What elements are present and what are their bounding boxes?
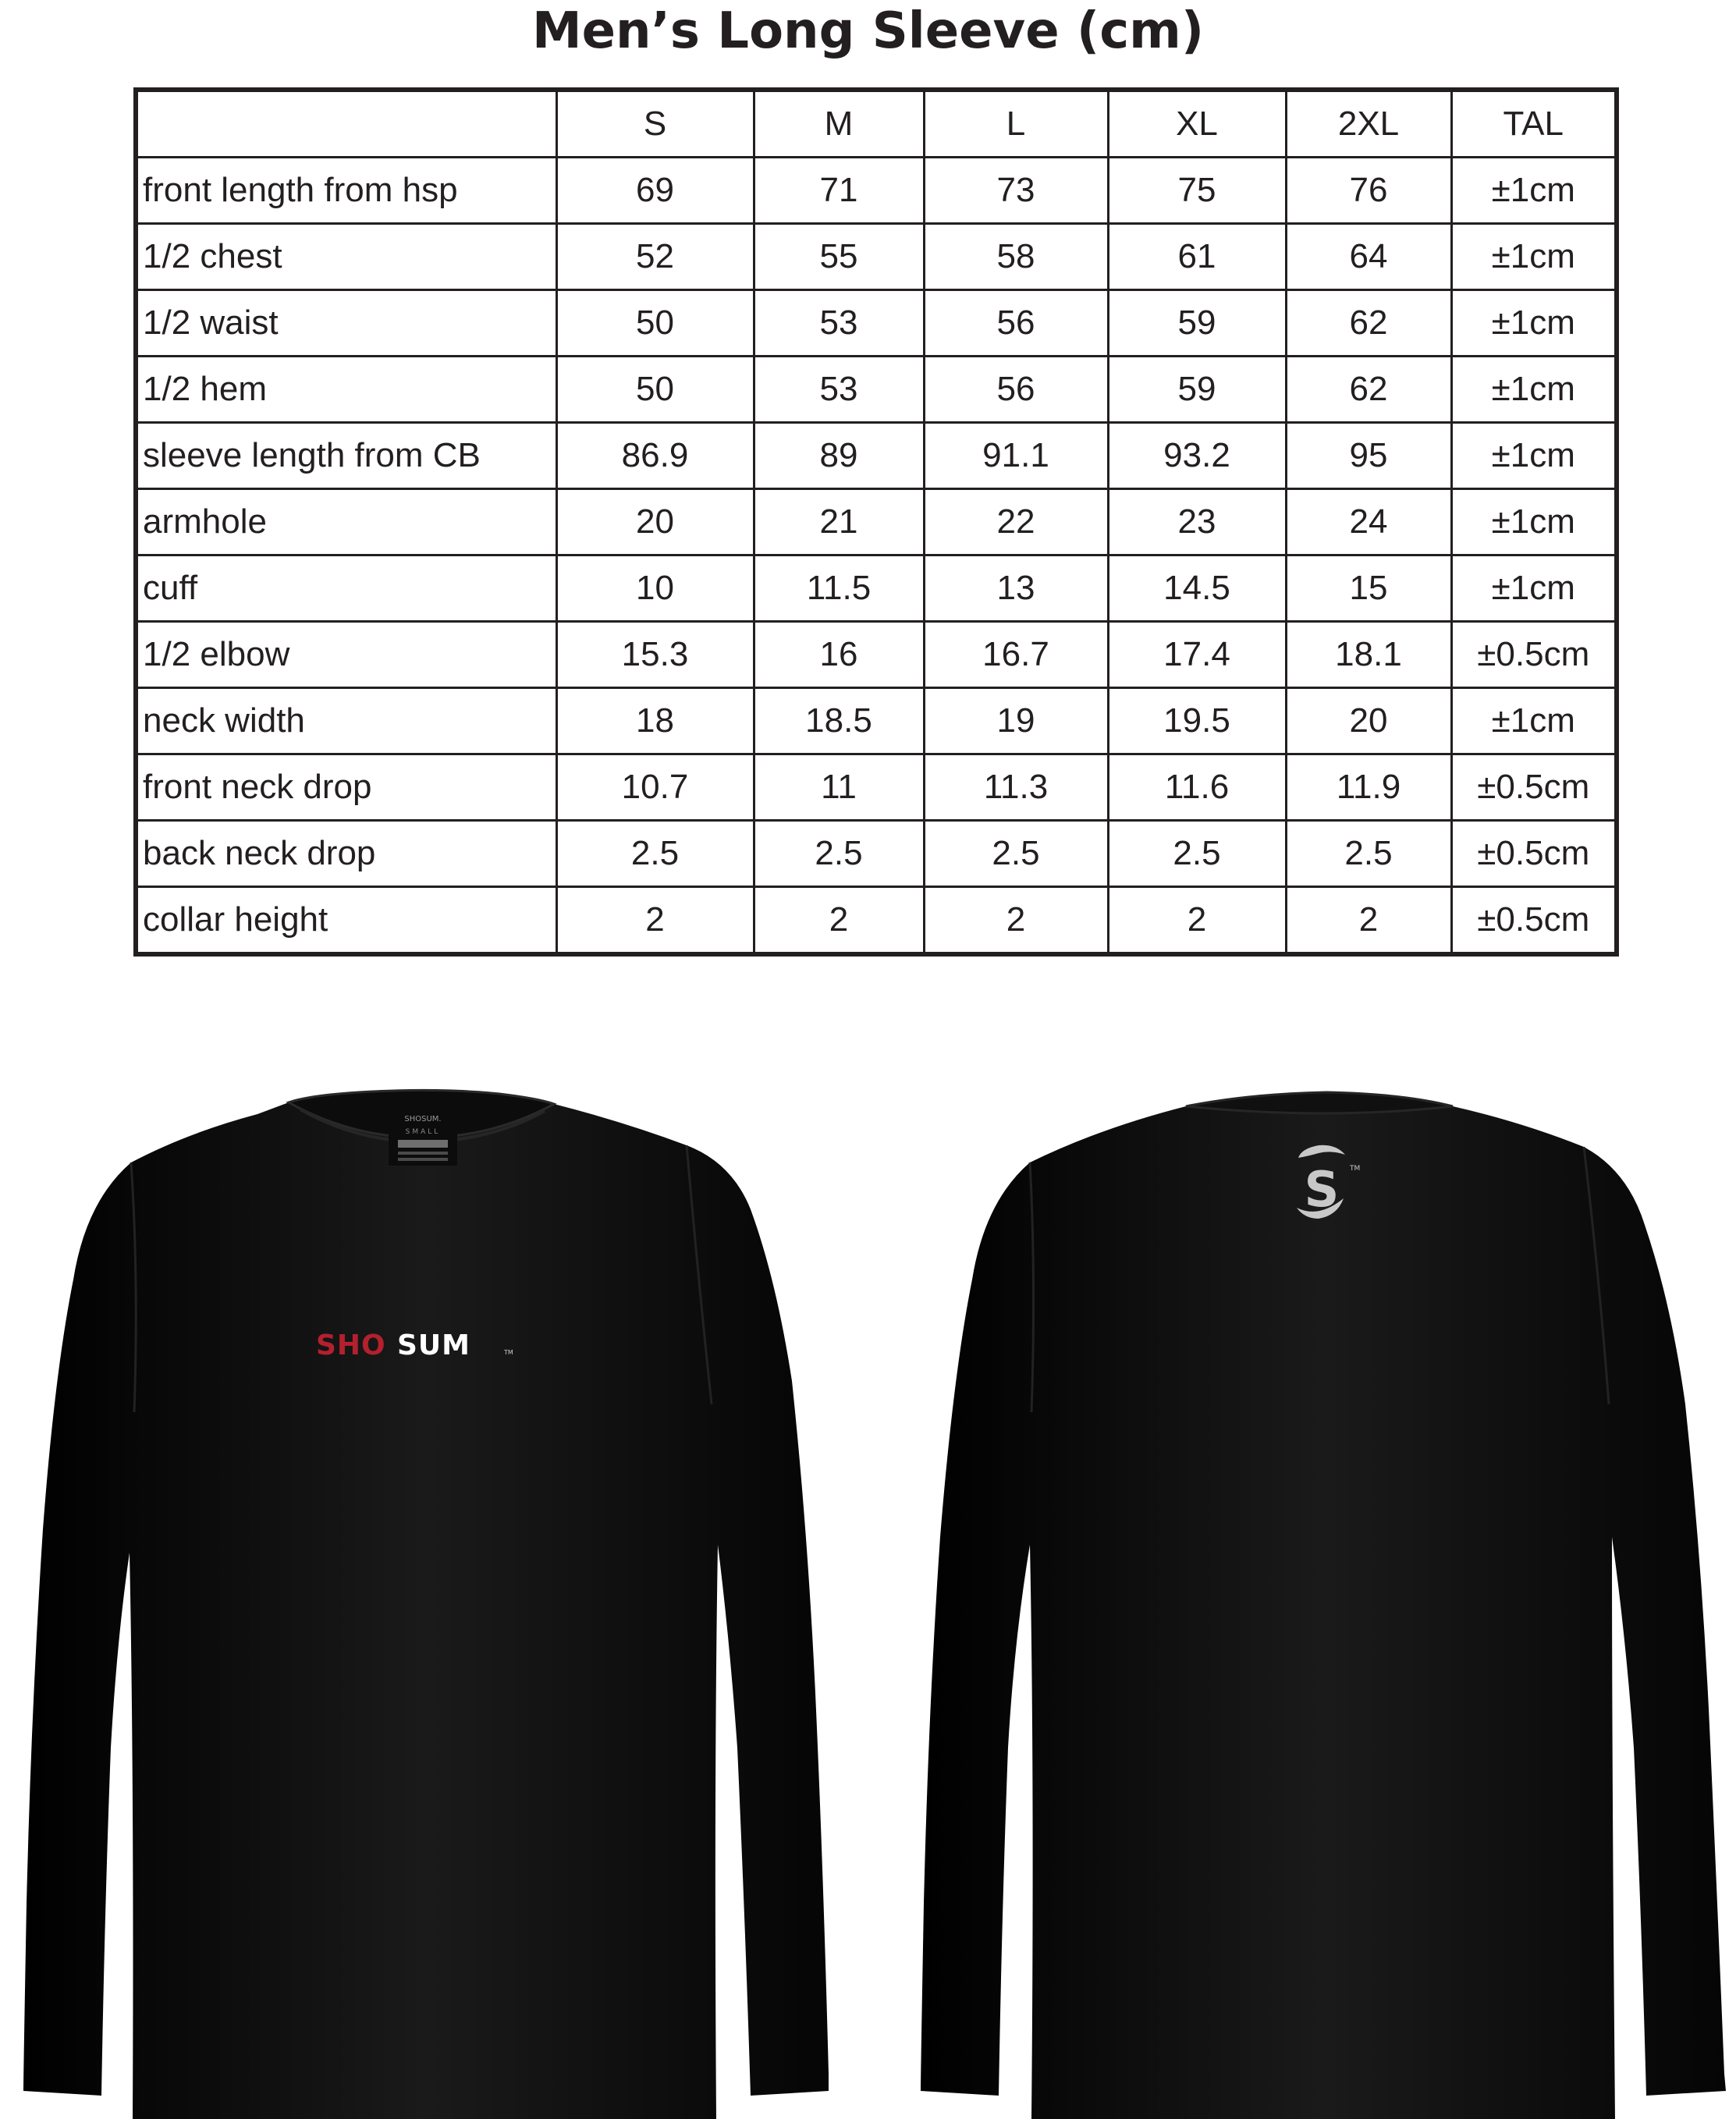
table-row [136,357,1617,423]
size-chart-table [133,87,1619,957]
cell-m: 53 [754,290,924,357]
cell-l: 58 [924,224,1108,290]
table-row [136,423,1617,489]
cell-xl: 75 [1108,158,1286,224]
header-cell-empty [136,90,556,158]
cell-xl: 17.4 [1108,622,1286,688]
back-emblem-trademark: TM [1350,1165,1361,1173]
shirt-photos-svg [0,1045,1736,2119]
cell-l: 2 [924,887,1108,955]
header-cell-s: S [556,90,754,158]
cell-xl: 61 [1108,224,1286,290]
cell-m: 55 [754,224,924,290]
cell-l: 13 [924,555,1108,622]
cell-2xl: 95 [1286,423,1451,489]
cell-2xl: 64 [1286,224,1451,290]
cell-s: 52 [556,224,754,290]
cell-tal: ±1cm [1451,489,1617,555]
table-row [136,555,1617,622]
cell-m: 18.5 [754,688,924,754]
front-logo-trademark: TM [504,1349,513,1356]
shirt-back [921,1092,1726,2119]
cell-2xl: 76 [1286,158,1451,224]
back-emblem-letter: S [1304,1161,1340,1218]
cell-2xl: 62 [1286,357,1451,423]
cell-l: 16.7 [924,622,1108,688]
cell-m: 53 [754,357,924,423]
table-row [136,688,1617,754]
cell-m: 16 [754,622,924,688]
cell-s: 2.5 [556,821,754,887]
cell-l: 2.5 [924,821,1108,887]
row-label: back neck drop [136,821,556,887]
neck-label-brand: SHOSUM. [404,1115,442,1123]
cell-tal: ±1cm [1451,555,1617,622]
cell-tal: ±1cm [1451,688,1617,754]
table-row [136,489,1617,555]
row-label: collar height [136,887,556,955]
cell-s: 86.9 [556,423,754,489]
cell-2xl: 15 [1286,555,1451,622]
table-row [136,821,1617,887]
header-cell-m: M [754,90,924,158]
header-row [136,90,1617,158]
cell-l: 56 [924,290,1108,357]
row-label: sleeve length from CB [136,423,556,489]
cell-m: 11.5 [754,555,924,622]
cell-xl: 14.5 [1108,555,1286,622]
cell-tal: ±1cm [1451,423,1617,489]
header-cell-2xl: 2XL [1286,90,1451,158]
shirt-back-body [921,1092,1726,2119]
cell-s: 2 [556,887,754,955]
cell-s: 20 [556,489,754,555]
row-label: front length from hsp [136,158,556,224]
table-row [136,290,1617,357]
shirt-front [23,1090,829,2119]
front-logo-red-text: SHO [316,1329,386,1361]
page-title: Men’s Long Sleeve (cm) [531,2,1205,60]
cell-tal: ±0.5cm [1451,821,1617,887]
cell-tal: ±1cm [1451,290,1617,357]
cell-2xl: 62 [1286,290,1451,357]
row-label: 1/2 chest [136,224,556,290]
table-row [136,754,1617,821]
row-label: front neck drop [136,754,556,821]
cell-tal: ±0.5cm [1451,887,1617,955]
row-label: 1/2 elbow [136,622,556,688]
cell-m: 89 [754,423,924,489]
cell-m: 2 [754,887,924,955]
cell-s: 69 [556,158,754,224]
cell-2xl: 20 [1286,688,1451,754]
cell-2xl: 2 [1286,887,1451,955]
shirt-back-collar [1186,1092,1453,1113]
cell-tal: ±1cm [1451,158,1617,224]
cell-l: 56 [924,357,1108,423]
cell-s: 10 [556,555,754,622]
cell-2xl: 2.5 [1286,821,1451,887]
cell-s: 18 [556,688,754,754]
cell-xl: 59 [1108,290,1286,357]
row-label: neck width [136,688,556,754]
cell-m: 21 [754,489,924,555]
neck-label [389,1109,457,1166]
cell-s: 50 [556,290,754,357]
cell-xl: 19.5 [1108,688,1286,754]
row-label: cuff [136,555,556,622]
cell-s: 50 [556,357,754,423]
cell-m: 2.5 [754,821,924,887]
cell-tal: ±0.5cm [1451,754,1617,821]
table-row [136,224,1617,290]
cell-xl: 2 [1108,887,1286,955]
cell-l: 22 [924,489,1108,555]
shirt-front-body [23,1090,829,2119]
header-cell-xl: XL [1108,90,1286,158]
product-photos [0,1045,1736,2119]
cell-xl: 2.5 [1108,821,1286,887]
cell-tal: ±1cm [1451,357,1617,423]
cell-l: 91.1 [924,423,1108,489]
cell-l: 11.3 [924,754,1108,821]
cell-m: 11 [754,754,924,821]
cell-xl: 93.2 [1108,423,1286,489]
neck-label-size: SMALL [405,1128,441,1136]
table-row [136,622,1617,688]
cell-l: 73 [924,158,1108,224]
cell-tal: ±1cm [1451,224,1617,290]
cell-s: 15.3 [556,622,754,688]
row-label: 1/2 waist [136,290,556,357]
cell-xl: 59 [1108,357,1286,423]
table-row [136,887,1617,955]
cell-s: 10.7 [556,754,754,821]
row-label: armhole [136,489,556,555]
cell-tal: ±0.5cm [1451,622,1617,688]
table-row [136,158,1617,224]
cell-xl: 11.6 [1108,754,1286,821]
cell-l: 19 [924,688,1108,754]
cell-2xl: 11.9 [1286,754,1451,821]
cell-m: 71 [754,158,924,224]
cell-2xl: 18.1 [1286,622,1451,688]
front-logo-white-text: SUM [397,1329,470,1361]
cell-2xl: 24 [1286,489,1451,555]
header-cell-l: L [924,90,1108,158]
header-cell-tal: TAL [1451,90,1617,158]
cell-xl: 23 [1108,489,1286,555]
row-label: 1/2 hem [136,357,556,423]
